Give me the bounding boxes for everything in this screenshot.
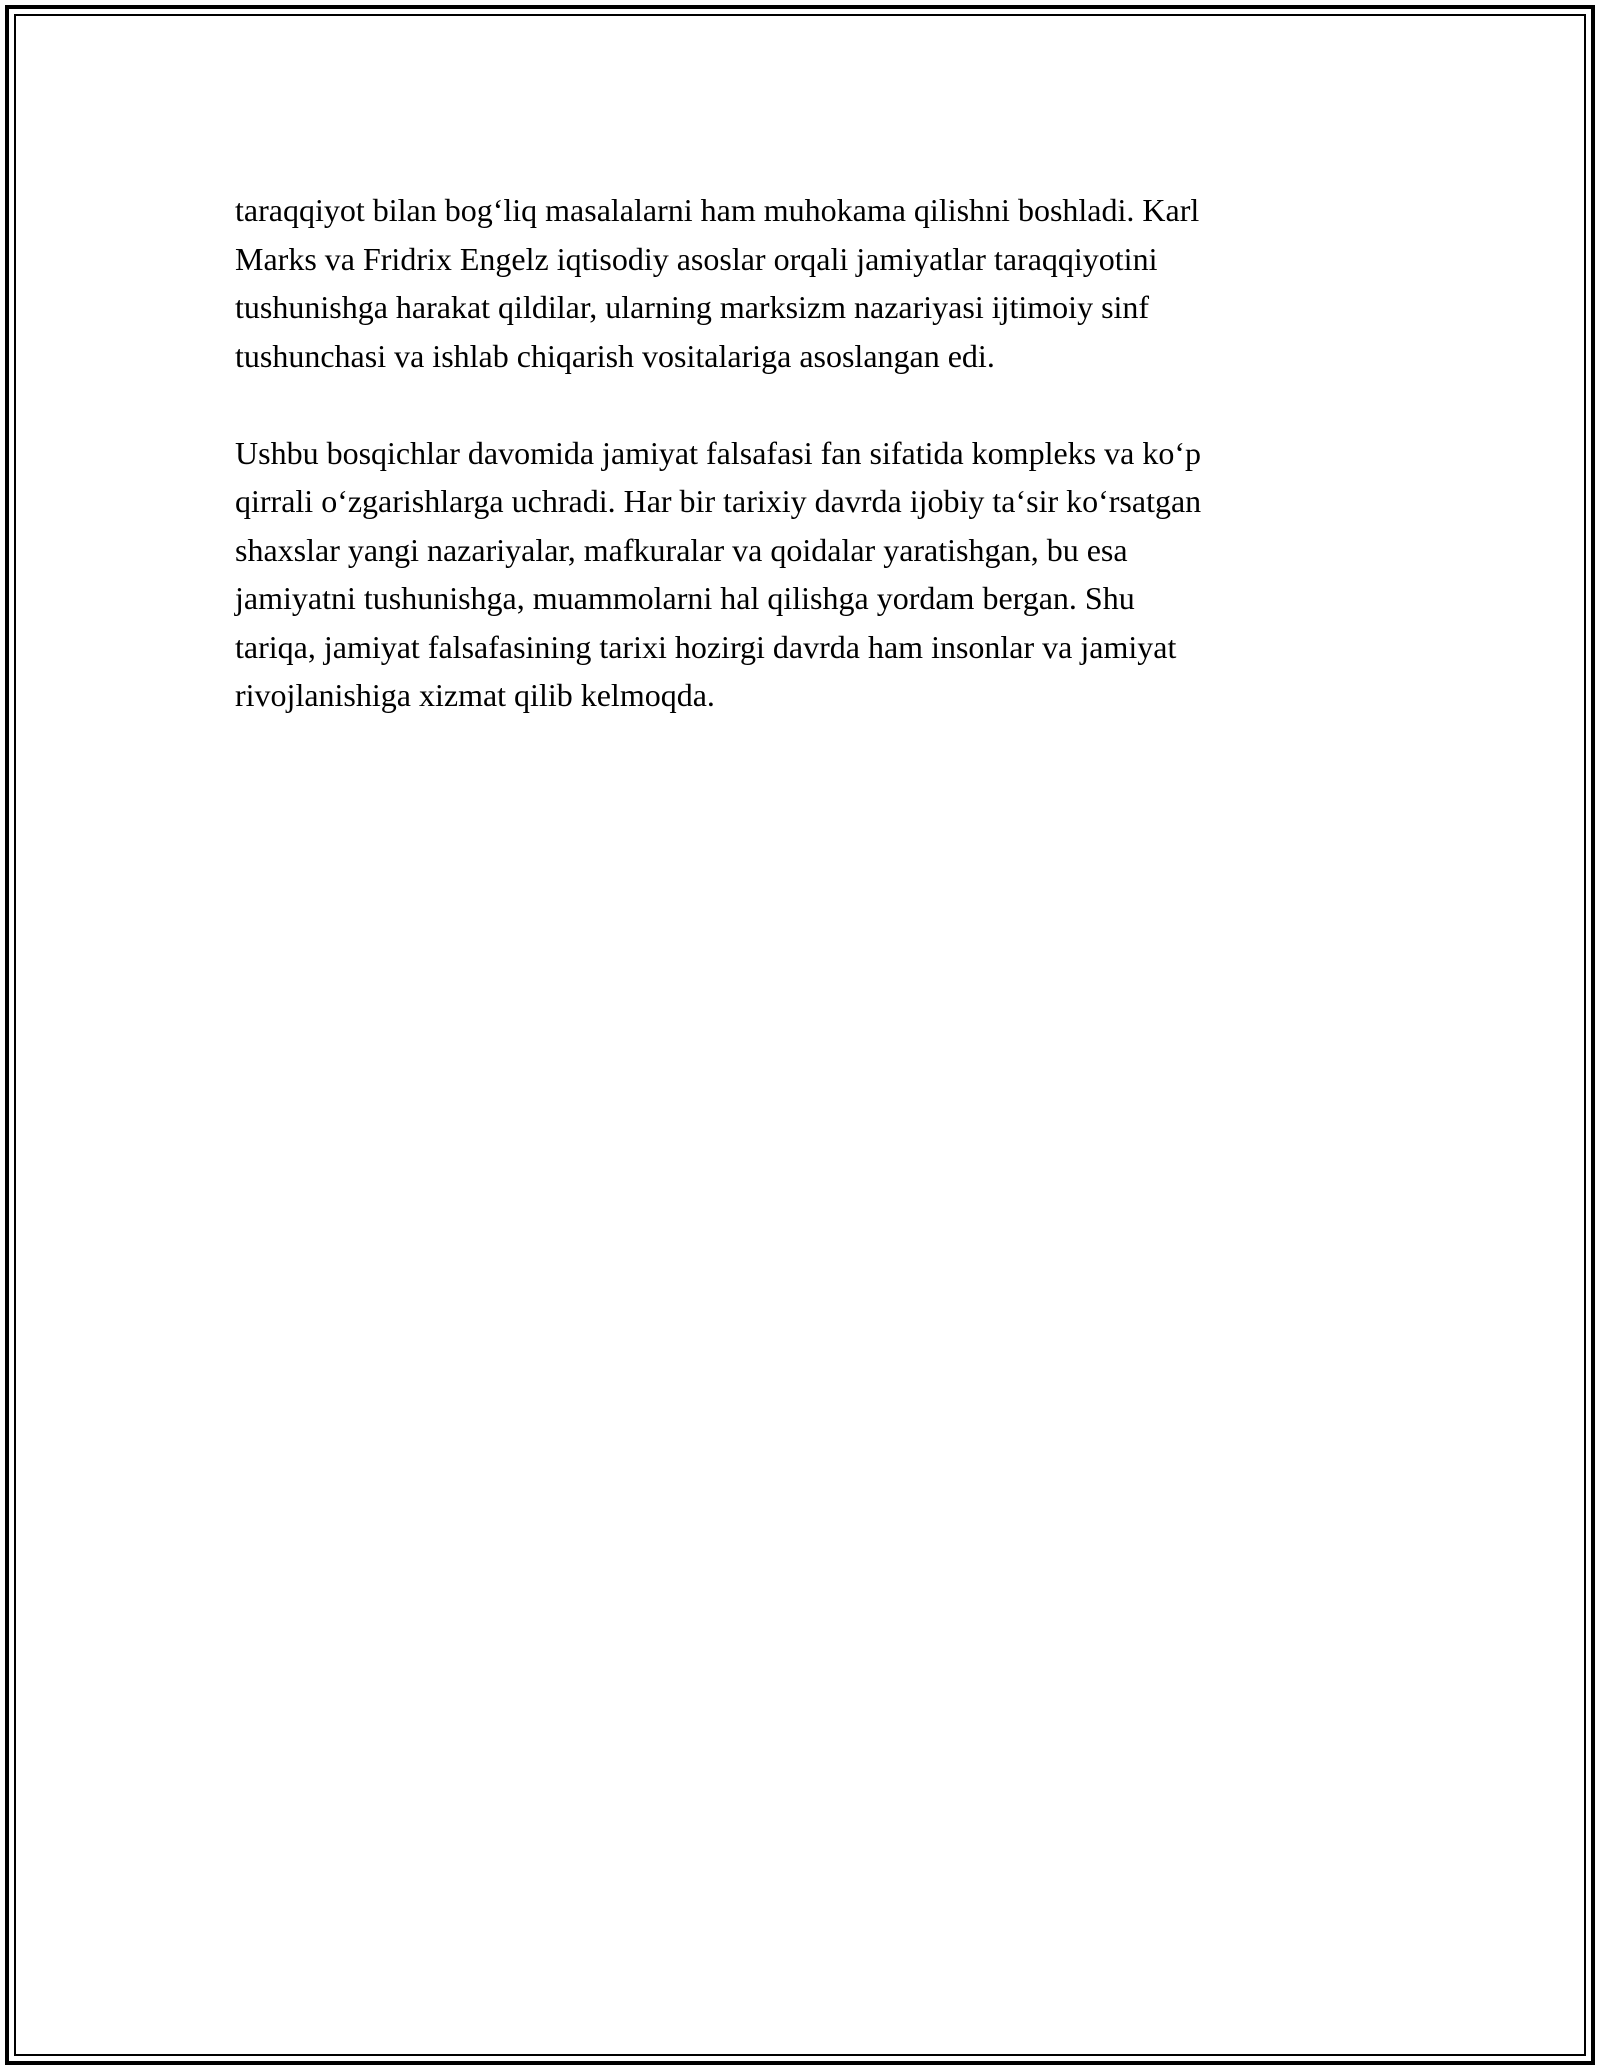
- paragraph-2: [235, 429, 1365, 720]
- paragraph-1: [235, 186, 1365, 380]
- text-line: tushunchasi va ishlab chiqarish vositalariga asoslangan edi.: [235, 337, 995, 374]
- text-line: shaxslar yangi nazariyalar, mafkuralar va qoidalar yaratishgan, bu esa: [235, 531, 1128, 568]
- text-line: Ushbu bosqichlar davomida jamiyat falsafasi fan sifatida kompleks va ko‘p: [235, 434, 1201, 471]
- text-line: taraqqiyot bilan bog‘liq masalalarni ham muhokama qilishni boshladi. Karl: [235, 192, 1200, 228]
- document-body: [235, 186, 1365, 720]
- text-line: rivojlanishiga xizmat qilib kelmoqda.: [235, 677, 715, 713]
- paragraph-spacer: [235, 380, 1365, 429]
- text-line: jamiyatni tushunishga, muammolarni hal qilishga yordam bergan. Shu: [235, 580, 1135, 616]
- text-line: qirrali o‘zgarishlarga uchradi. Har bir tarixiy davrda ijobiy ta‘sir ko‘rsatgan: [235, 483, 1202, 519]
- text-line: Marks va Fridrix Engelz iqtisodiy asoslar orqali jamiyatlar taraqqiyotini: [235, 240, 1158, 277]
- text-line: tariqa, jamiyat falsafasining tarixi hozirgi davrda ham insonlar va jamiyat: [235, 628, 1177, 665]
- text-line: tushunishga harakat qildilar, ularning marksizm nazariyasi ijtimoiy sinf: [235, 289, 1150, 325]
